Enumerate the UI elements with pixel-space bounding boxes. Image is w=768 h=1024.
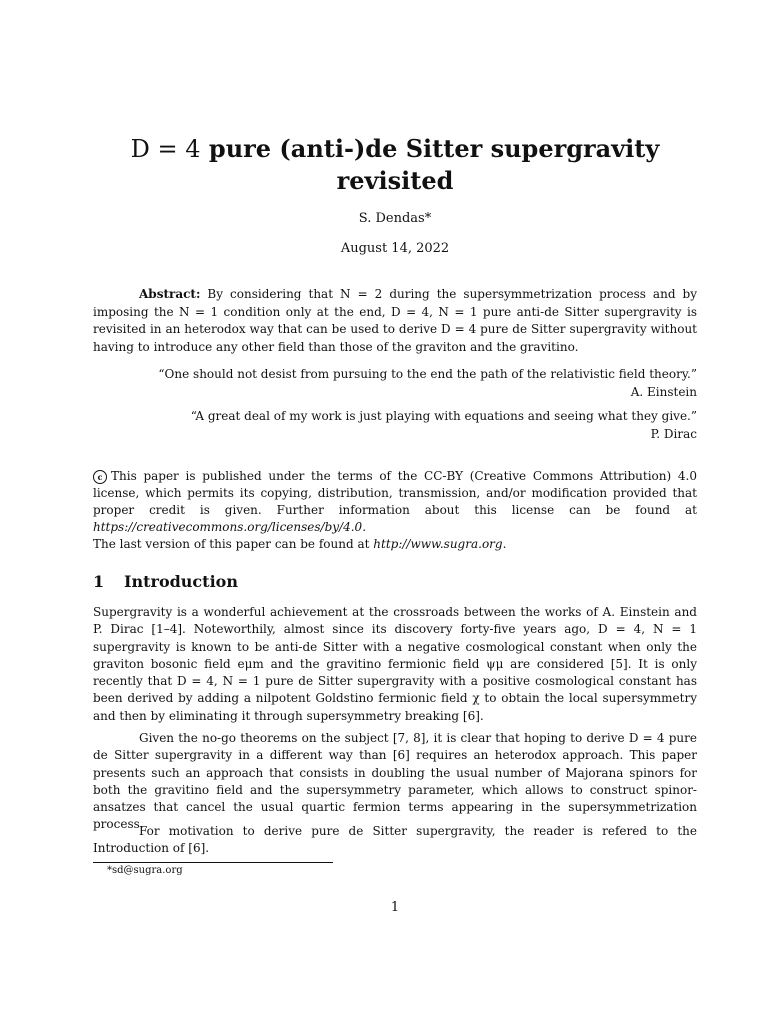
footnote: *sd@sugra.org [107, 865, 183, 876]
abstract-label: Abstract: [139, 287, 201, 301]
quote-dirac [93, 408, 697, 443]
paragraph: For motivation to derive pure de Sitter supergravity, the reader is refered to the Introduction of [6]. [93, 824, 697, 856]
last-version-notice [93, 536, 697, 553]
last-version-end: . [502, 537, 507, 551]
date: August 14, 2022 [340, 241, 450, 256]
footnote-rule [93, 862, 333, 863]
copyright-icon: c [93, 470, 107, 484]
license-notice [93, 468, 697, 536]
quote-einstein [93, 366, 697, 401]
paper-page [93, 0, 697, 1024]
last-version-text: The last version of this paper can be found at [93, 537, 370, 551]
quote-attribution: P. Dirac [650, 426, 697, 441]
title-math: D = 4 [130, 135, 201, 163]
section-number: 1 [93, 572, 105, 591]
abstract [93, 286, 697, 356]
license-text: This paper is published under the terms of the CC-BY (Creative Commons Attribution) 4.0 license, which permits its copying, distribution, transmission, and/or modification provided that proper credit is given. Further information about this license can be found at [93, 469, 697, 517]
last-version-link[interactable]: http://www.sugra.org [373, 537, 503, 551]
section-heading [93, 572, 238, 591]
paragraph: Given the no-go theorems on the subject [7, 8], it is clear that hoping to derive D = 4 pure de Sitter supergravity in a different way than [6] requires an heterodox approach. This paper presents such an approach that consists in doubling the usual number of Majorana spinors for both the gravitino field and the supersymmetry parameter, which allows to construct spinor-ansatzes that cancel the usual quartic fermion terms appearing in the supersymmetrization process. [93, 731, 697, 832]
section-title: Introduction [124, 572, 238, 591]
paper-title [93, 133, 697, 197]
paragraph: Supergravity is a wonderful achievement at the crossroads between the works of A. Einstein and P. Dirac [1–4]. Noteworthily, almost since its discovery forty-five years ago, D = 4, N = 1 supergravity is known to be anti-de Sitter with a negative cosmological constant when only the graviton bosonic field eμm and the gravitino fermionic field ψμ are considered [5]. It is only recently that D = 4, N = 1 pure de Sitter supergravity with a positive cosmological constant has been derived by adding a nilpotent Goldstino fermionic field χ to obtain the local supersymmetry and then by eliminating it through supersymmetry breaking [6]. [93, 605, 697, 723]
quote-text: “One should not desist from pursuing to the end the path of the relativistic field theory.” [158, 367, 697, 381]
license-end: . [362, 520, 367, 534]
title-text: pure (anti-)de Sitter supergravity revisited [208, 134, 660, 195]
page-number: 1 [390, 900, 400, 915]
abstract-text: By considering that N = 2 during the supersymmetrization process and by imposing the N = 1 condition only at the end, D = 4, N = 1 pure anti-de Sitter supergravity is revisited in an heterodox way that can be used to derive D = 4 pure de Sitter supergravity without having to introduce any other field than those of the graviton and the gravitino. [93, 287, 697, 354]
author: S. Dendas* [358, 211, 432, 226]
license-link[interactable]: https://creativecommons.org/licenses/by/4.0 [93, 520, 363, 534]
quote-text: “A great deal of my work is just playing with equations and seeing what they give.” [190, 409, 697, 423]
quote-attribution: A. Einstein [630, 384, 697, 399]
